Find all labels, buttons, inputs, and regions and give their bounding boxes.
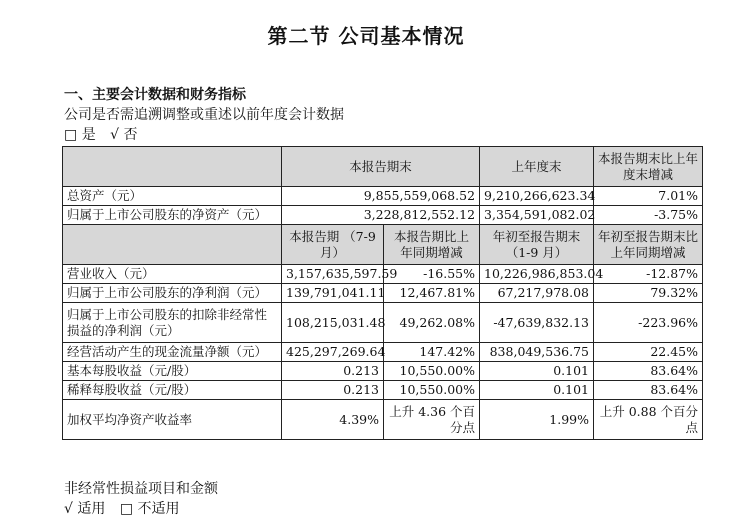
cell-value: 3,354,591,082.02: [480, 206, 594, 225]
table2-header-blank: [63, 225, 282, 265]
row-label: 营业收入（元）: [63, 265, 282, 284]
checkbox-empty-icon: □: [119, 501, 134, 517]
cell-value: 3,228,812,552.12: [282, 206, 480, 225]
financial-table: [62, 146, 703, 440]
cell-value: 10,550.00%: [384, 381, 480, 400]
cell-value: 12,467.81%: [384, 284, 480, 303]
option-not-applicable[interactable]: □ 不适用: [119, 501, 180, 517]
cell-value: 108,215,031.48: [282, 303, 384, 343]
table1-header-change: 本报告期末比上年度末增减: [594, 147, 703, 187]
cell-value: 9,855,559,068.52: [282, 187, 480, 206]
option-no[interactable]: √ 否: [110, 127, 138, 143]
cell-value: -16.55%: [384, 265, 480, 284]
cell-value: 67,217,978.08: [480, 284, 594, 303]
restatement-question: 公司是否需追溯调整或重述以前年度会计数据: [64, 107, 344, 123]
cell-value: -3.75%: [594, 206, 703, 225]
table1-header-prior-year-end: 上年度末: [480, 147, 594, 187]
cell-value: 9,210,266,623.34: [480, 187, 594, 206]
check-mark-icon: √: [64, 501, 73, 517]
cell-value: 0.101: [480, 381, 594, 400]
cell-value: 425,297,269.64: [282, 343, 384, 362]
checkbox-empty-icon: □: [64, 127, 78, 143]
cell-value: -12.87%: [594, 265, 703, 284]
cell-value: 0.213: [282, 362, 384, 381]
row-label: 归属于上市公司股东的净利润（元）: [63, 284, 282, 303]
table2-header-q3: 本报告期 （7-9 月）: [282, 225, 384, 265]
cell-value: 147.42%: [384, 343, 480, 362]
option-yes[interactable]: □ 是: [64, 127, 96, 143]
cell-value: 49,262.08%: [384, 303, 480, 343]
non-recurring-options: [64, 498, 190, 518]
cell-value: 83.64%: [594, 381, 703, 400]
check-mark-icon: √: [110, 127, 120, 143]
table2-header-q3-change: 本报告期比上年同期增减: [384, 225, 480, 265]
row-label: 归属于上市公司股东的扣除非经常性损益的净利润（元）: [63, 303, 282, 343]
cell-value: -223.96%: [594, 303, 703, 343]
cell-value: 22.45%: [594, 343, 703, 362]
cell-value: 83.64%: [594, 362, 703, 381]
option-applicable[interactable]: √ 适用: [64, 501, 106, 517]
table1-header-period-end: 本报告期末: [282, 147, 480, 187]
section-heading: 一、主要会计数据和财务指标: [64, 87, 246, 103]
row-label: 加权平均净资产收益率: [63, 400, 282, 440]
cell-value: 10,550.00%: [384, 362, 480, 381]
cell-value: 4.39%: [282, 400, 384, 440]
cell-value: 0.101: [480, 362, 594, 381]
restatement-options: [64, 124, 148, 144]
cell-value: 0.213: [282, 381, 384, 400]
cell-value: 10,226,986,853.04: [480, 265, 594, 284]
row-label: 稀释每股收益（元/股）: [63, 381, 282, 400]
row-label: 基本每股收益（元/股）: [63, 362, 282, 381]
row-label: 经营活动产生的现金流量净额（元）: [63, 343, 282, 362]
non-recurring-heading: 非经常性损益项目和金额: [64, 481, 218, 497]
table2-header-ytd-change: 年初至报告期末比上年同期增减: [594, 225, 703, 265]
cell-value: 7.01%: [594, 187, 703, 206]
row-label: 总资产（元）: [63, 187, 282, 206]
cell-value: 1.99%: [480, 400, 594, 440]
cell-value: -47,639,832.13: [480, 303, 594, 343]
cell-value: 3,157,635,597.59: [282, 265, 384, 284]
table2-header-ytd: 年初至报告期末 （1-9 月）: [480, 225, 594, 265]
page-title: 第二节 公司基本情况: [267, 24, 465, 48]
table1-header-blank: [63, 147, 282, 187]
cell-value: 上升 4.36 个百分点: [384, 400, 480, 440]
cell-value: 838,049,536.75: [480, 343, 594, 362]
cell-value: 139,791,041.11: [282, 284, 384, 303]
cell-value: 79.32%: [594, 284, 703, 303]
cell-value: 上升 0.88 个百分点: [594, 400, 703, 440]
row-label: 归属于上市公司股东的净资产（元）: [63, 206, 282, 225]
